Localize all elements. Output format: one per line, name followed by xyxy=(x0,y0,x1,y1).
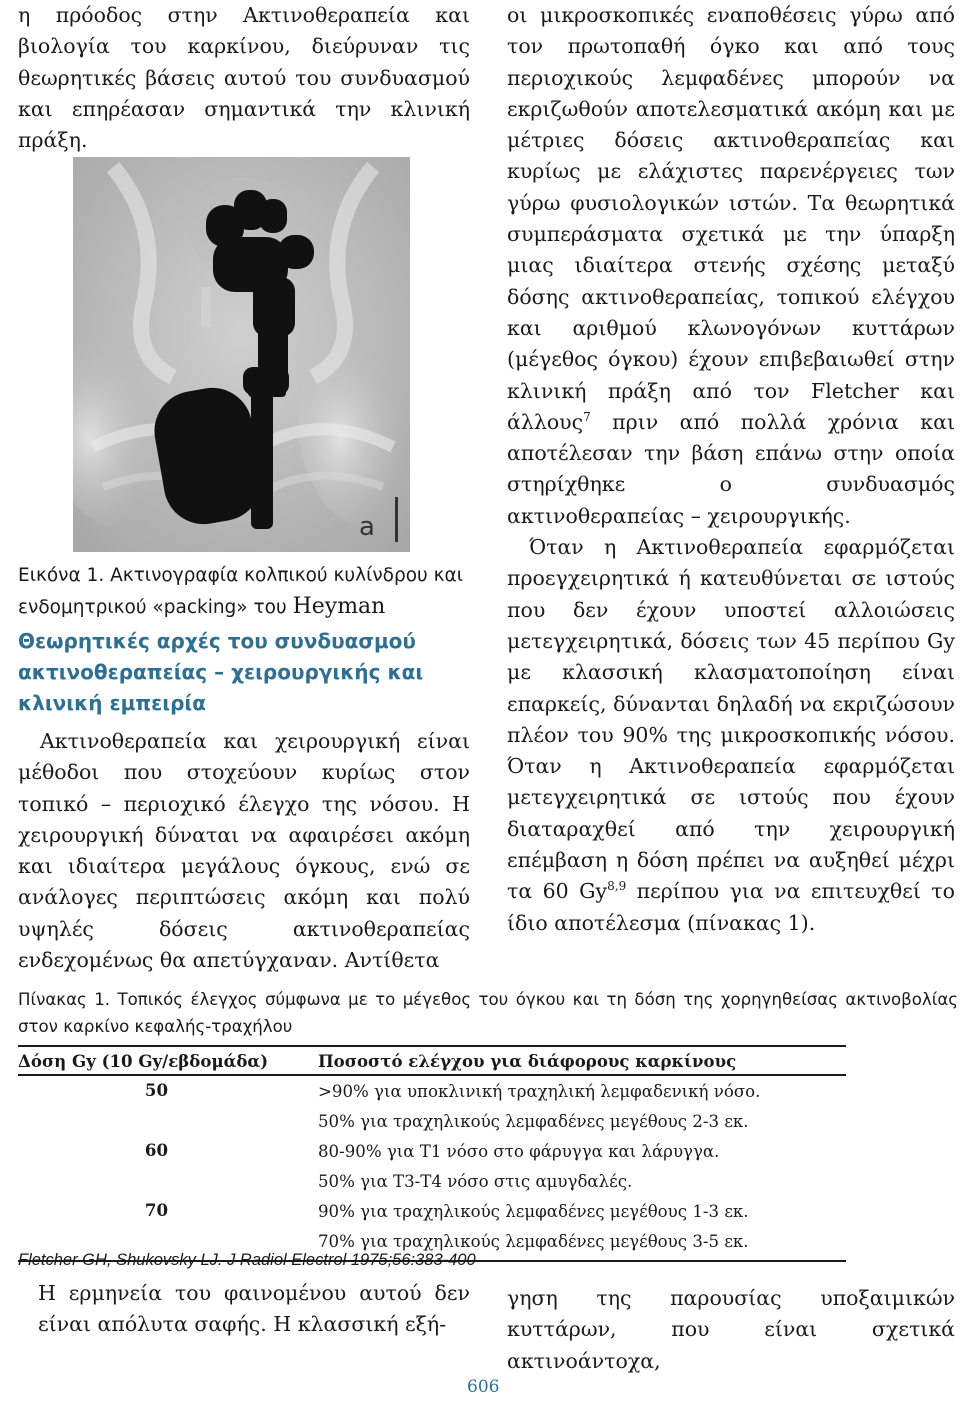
result-cell: 80-90% για Τ1 νόσο στο φάρυγγα και λάρυγγα. xyxy=(318,1142,720,1161)
left-column-bottom xyxy=(38,1278,470,1341)
dose-cell: 50 xyxy=(144,1080,168,1100)
figure-caption xyxy=(18,560,478,623)
text-run: πριν από πολλά χρόνια και αποτέλεσαν την βάση επάνω στην οποία στηρίχθηκε ο συνδυασμός ακτινοθεραπείας – χειρουργικής. xyxy=(507,409,955,528)
paragraph xyxy=(507,0,955,532)
text-run: περίπου για να επιτευχθεί το ίδιο αποτέλεσμα (πίνακας 1). xyxy=(507,879,955,935)
page-number: 606 xyxy=(467,1377,500,1397)
results-table xyxy=(18,1045,846,1262)
result-cell: 50% για Τ3-Τ4 νόσο στις αμυγδαλές. xyxy=(318,1172,633,1191)
citation-superscript: 8,9 xyxy=(607,879,627,894)
result-cell: >90% για υποκλινική τραχηλική λεμφαδενική νόσο. xyxy=(318,1082,761,1101)
caption-text: Εικόνα 1. Ακτινογραφία κολπικού κυλίνδρου και ενδομητρικού «packing» του xyxy=(18,565,463,618)
text-run: Όταν η Ακτινοθεραπεία εφαρμόζεται προεγχειρητικά ή κατευθύνεται σε ιστούς που δεν έχουν υποστεί αλλοιώσεις μετεγχειρητικά, δόσεις των 45 περίπου Gy με κλασσική κλασματοποίηση είναι επαρκείς, δύνανται δηλαδή να εκριζώσουν πλέον του 90% της μικροσκοπικής νόσου. Όταν η Ακτινοθεραπεία εφαρμόζεται μετεγχειρητικά σε ιστούς που έχουν διαταραχθεί από την χειρουργική επέμβαση η δόση πρέπει να αυξηθεί μέχρι τα 60 Gy xyxy=(507,535,955,904)
table-row xyxy=(18,1140,846,1170)
table-caption: Πίνακας 1. Τοπικός έλεγχος σύμφωνα με το μέγεθος του όγκου και τη δόση της χορηγηθείσας ακτινοβολίας στον καρκίνο κεφαλής-τραχήλου xyxy=(18,990,958,1036)
text-run: οι μικροσκοπικές εναποθέσεις γύρω από τον πρωτοπαθή όγκο και από τους περιοχικούς λεμφαδένες μπορούν να εκριζωθούν αποτελεσματικά ακόμη και με μέτριες δόσεις ακτινοθεραπείας και κυρίως με ελάχιστες παρενέργειες των γύρω φυσιολογικών ιστών. Τα θεωρητικά συμπεράσματα σχετικά με την ύπαρξη μιας ιδιαίτερα στενής σχέσης μεταξύ δόσης ακτινοθεραπείας, τοπικού ελέγχου και αριθμού κλωνογόνων κυττάρων (μέγεθος όγκου) έχουν επιβεβαιωθεί στην κλινική πράξη από τον Fletcher και άλλους xyxy=(507,3,955,434)
table-row xyxy=(18,1170,846,1200)
dose-cell: 60 xyxy=(144,1140,168,1160)
xray-image xyxy=(73,157,410,552)
dose-cell xyxy=(18,1110,318,1140)
paragraph: Ακτινοθεραπεία και χειρουργική είναι μέθοδοι που στοχεύουν κυρίως στον τοπικό – περιοχικό έλεγχο της νόσου. Η χειρουργική δύναται να αφαιρέσει ακόμη και ιδιαίτερα μεγάλους όγκους, ενώ σε ανάλογες περιπτώσεις ακόμη και πολύ υψηλές δόσεις ακτινοθεραπείας ενδεχομένως θα απετύγχαναν. Αντίθετα xyxy=(18,729,470,973)
xray-figure xyxy=(73,157,410,552)
paragraph xyxy=(507,532,955,939)
left-column-body xyxy=(18,726,470,976)
table-row xyxy=(18,1080,846,1110)
citation-superscript: 7 xyxy=(583,410,591,425)
right-column-text xyxy=(507,0,955,939)
table-source: Fletcher GH, Shukovsky LJ. J Radiol Electrol 1975;56:383-400 xyxy=(18,1251,476,1269)
caption-name: Heyman xyxy=(292,594,386,619)
figure-label: a xyxy=(359,512,375,542)
section-heading: Θεωρητικές αρχές του συνδυασμού ακτινοθεραπείας – χειρουργικής και κλινική εμπειρία xyxy=(18,629,424,715)
result-cell: 50% για τραχηλικούς λεμφαδένες μεγέθους 2-3 εκ. xyxy=(318,1112,749,1131)
table-header-rule xyxy=(18,1074,846,1076)
dose-cell: 70 xyxy=(144,1200,168,1220)
table-header-row xyxy=(18,1047,846,1074)
header-results: Ποσοστό ελέγχου για διάφορους καρκίνους xyxy=(318,1050,737,1071)
dose-cell xyxy=(18,1170,318,1200)
header-dose: Δόση Gy (10 Gy/εβδομάδα) xyxy=(18,1050,269,1071)
result-cell: 70% για τραχηλικούς λεμφαδένες μεγέθους 3-5 εκ. xyxy=(318,1232,749,1251)
paragraph: γηση της παρουσίας υποξαιμικών κυττάρων, που είναι σχετικά ακτινοάντοχα, xyxy=(507,1286,955,1373)
right-column-bottom xyxy=(507,1283,955,1377)
table-row xyxy=(18,1200,846,1230)
paragraph: Η ερμηνεία του φαινομένου αυτού δεν είναι απόλυτα σαφής. Η κλασσική εξή- xyxy=(38,1281,470,1337)
left-column-top-text xyxy=(18,0,470,156)
paragraph: η πρόοδος στην Ακτινοθεραπεία και βιολογία του καρκίνου, διεύρυναν τις θεωρητικές βάσεις αυτού του συνδυασμού και επηρέασαν σημαντικά την κλινική πράξη. xyxy=(18,3,470,153)
result-cell: 90% για τραχηλικούς λεμφαδένες μεγέθους 1-3 εκ. xyxy=(318,1202,749,1221)
table-row xyxy=(18,1110,846,1140)
